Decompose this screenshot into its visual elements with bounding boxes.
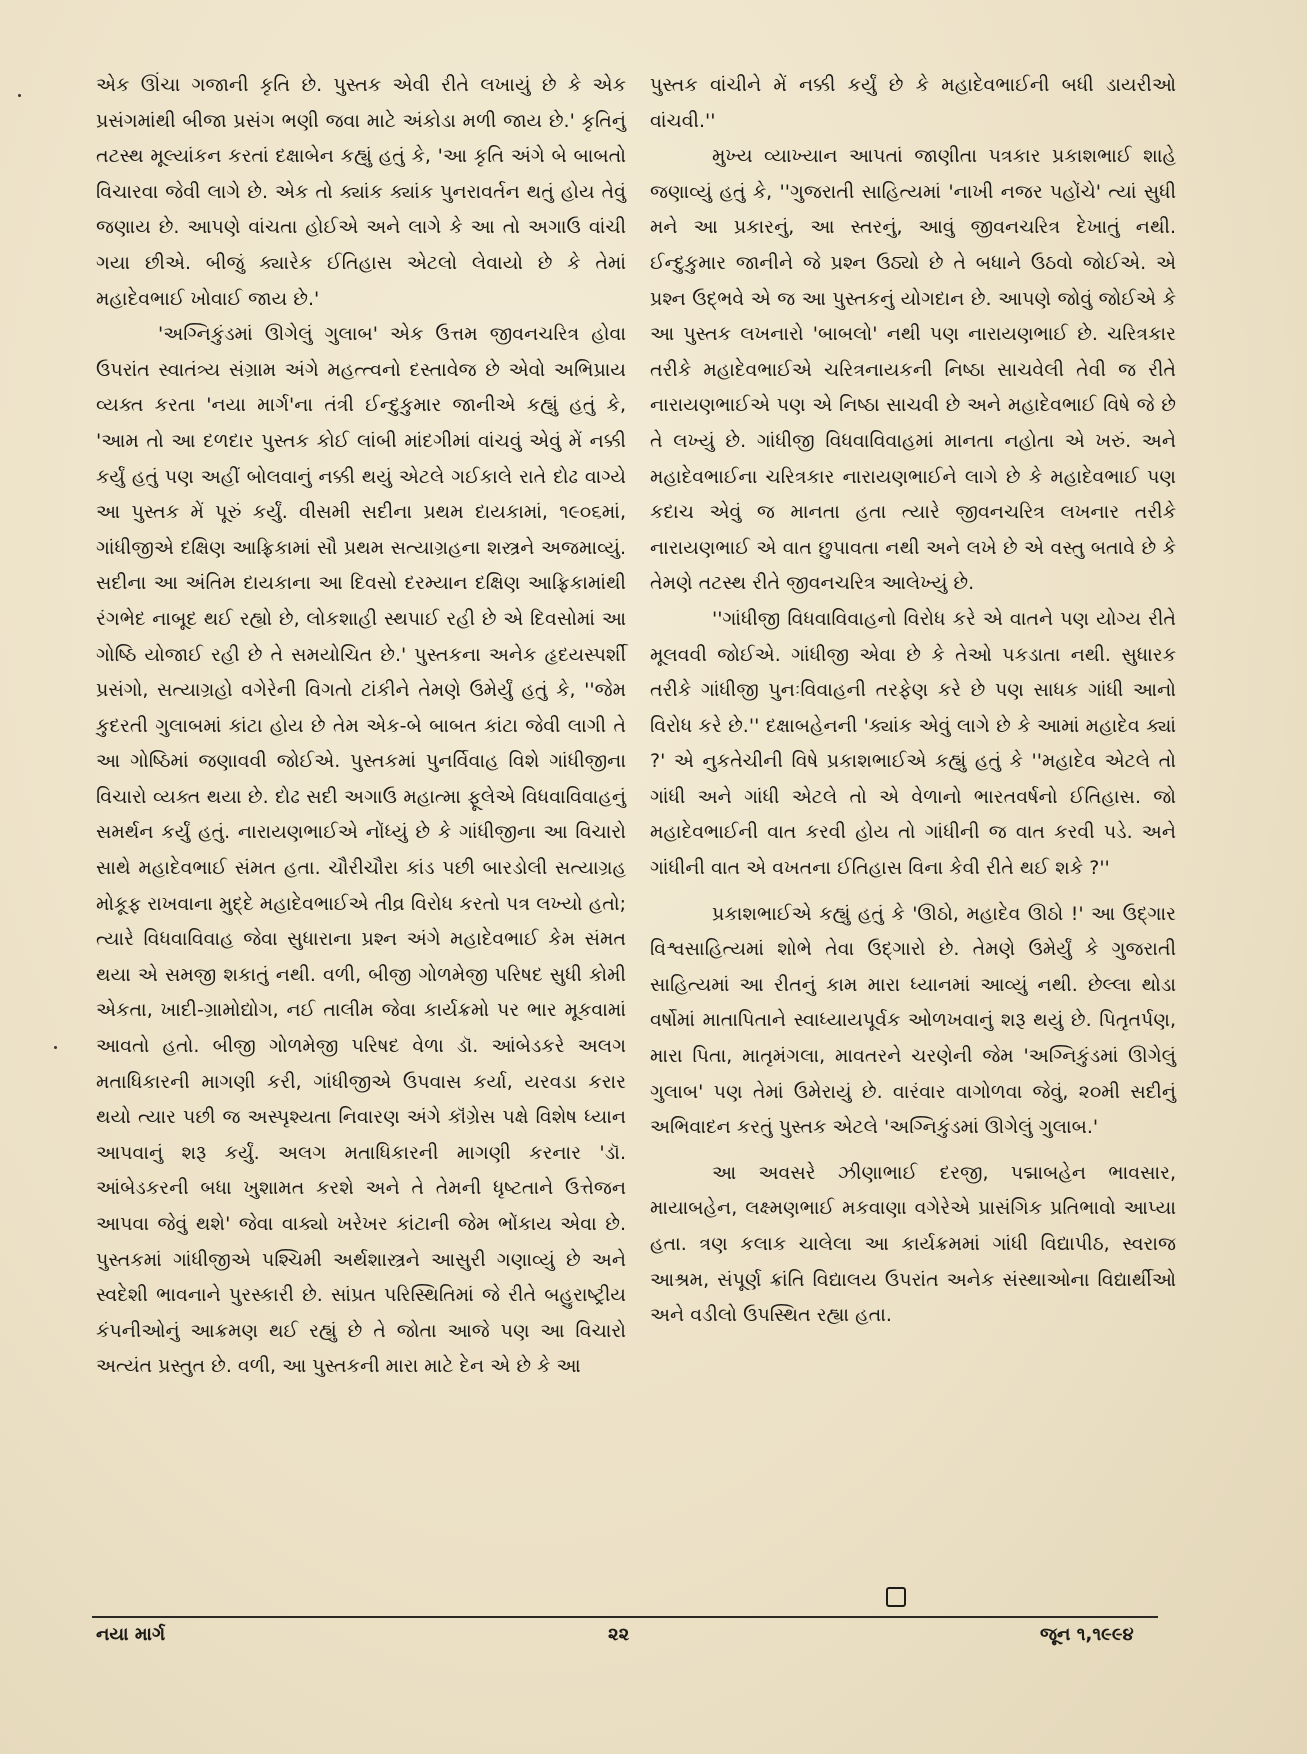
- paper-speck: [54, 1046, 57, 1049]
- end-of-article-mark: [886, 1587, 906, 1607]
- paragraph: મુખ્ય વ્યાખ્યાન આપતાં જાણીતા પત્રકાર પ્રકાશભાઈ શાહે જણાવ્યું હતું કે, ''ગુજરાતી સાહિત્યમાં 'નાખી નજર પહોંચે' ત્યાં સુધી મને આ પ્રકારનું, આ સ્તરનું, આવું જીવનચરિત્ર દેખાતું નથી. ઈન્દુકુમાર જાનીને જે પ્રશ્ન ઉઠ્યો છે તે બધાને ઉઠવો જોઈએ. એ પ્રશ્ન ઉદ્ભવે એ જ આ પુસ્તકનું યોગદાન છે. આપણે જોવું જોઈએ કે આ પુસ્તક લખનારો 'બાબલો' નથી પણ નારાયણભાઈ છે. ચરિત્રકાર તરીકે મહાદેવભાઈએ ચરિત્રનાયકની નિષ્ઠા સાચવેલી તેવી જ રીતે નારાયણભાઈએ પણ એ નિષ્ઠા સાચવી છે અને મહાદેવભાઈ વિષે જે છે તે લખ્યું છે. ગાંધીજી વિધવાવિવાહમાં માનતા નહોતા એ ખરું. અને મહાદેવભાઈના ચરિત્રકાર નારાયણભાઈને લાગે છે કે મહાદેવભાઈ પણ કદાચ એવું જ માનતા હતા ત્યારે જીવનચરિત્ર લખનાર તરીકે નારાયણભાઈ એ વાત છુપાવતા નથી અને લખે છે એ વસ્તુ બતાવે છે કે તેમણે તટસ્થ રીતે જીવનચરિત્ર આલેખ્યું છે.: [650, 145, 1176, 595]
- paragraph: ''ગાંધીજી વિધવાવિવાહનો વિરોધ કરે એ વાતને પણ યોગ્ય રીતે મૂલવવી જોઈએ. ગાંધીજી એવા છે કે તેઓ પકડાતા નથી. સુધારક તરીકે ગાંધીજી પુનઃવિવાહની તરફેણ કરે છે પણ સાધક ગાંધી આનો વિરોધ કરે છે.'' દક્ષાબહેનની 'ક્યાંક એવું લાગે છે કે આમાં મહાદેવ ક્યાં ?' એ નુકતેચીની વિષે પ્રકાશભાઈએ કહ્યું હતું કે ''મહાદેવ એટલે તો ગાંધી અને ગાંધી એટલે તો એ વેળાનો ભારતવર્ષનો ઈતિહાસ. જો મહાદેવભાઈની વાત કરવી હોય તો ગાંધીની જ વાત કરવી પડે. અને ગાંધીની વાત એ વખતના ઈતિહાસ વિના કેવી રીતે થઈ શકે ?'': [650, 607, 1176, 880]
- left-column: [96, 68, 626, 1385]
- footer-page-number: ૨૨: [608, 1624, 630, 1645]
- paper-speck: [18, 94, 21, 97]
- paragraph: પ્રકાશભાઈએ કહ્યું હતું કે 'ઊઠો, મહાદેવ ઊઠો !' આ ઉદ્ગાર વિશ્વસાહિત્યમાં શોભે તેવા ઉદ્ગારો છે. તેમણે ઉમેર્યું કે ગુજરાતી સાહિત્યમાં આ રીતનું કામ મારા ધ્યાનમાં આવ્યું નથી. છેલ્લા થોડા વર્ષોમાં માતાપિતાને સ્વાધ્યાયપૂર્વક ઓળખવાનું શરૂ થયું છે. પિતૃતર્પણ, મારા પિતા, માતૃમંગલા, માવતરને ચરણેની જેમ 'અગ્નિકુંડમાં ઊગેલું ગુલાબ' પણ તેમાં ઉમેરાયું છે. વારંવાર વાગોળવા જેવું, ૨૦મી સદીનું અભિવાદન કરતું પુસ્તક એટલે 'અગ્નિકુંડમાં ઊગેલું ગુલાબ.': [650, 902, 1176, 1139]
- footer-rule: [92, 1616, 1158, 1618]
- footer-magazine-name: નયા માર્ગ: [96, 1624, 166, 1645]
- paragraph: આ અવસરે ઝીણાભાઈ દરજી, પદ્માબહેન ભાવસાર, માયાબહેન, લક્ષ્મણભાઈ મકવાણા વગેરેએ પ્રાસંગિક પ્રતિભાવો આપ્યા હતા. ત્રણ કલાક ચાલેલા આ કાર્યક્રમમાં ગાંધી વિદ્યાપીઠ, સ્વરાજ આશ્રમ, સંપૂર્ણ ક્રાંતિ વિદ્યાલય ઉપરાંત અનેક સંસ્થાઓના વિદ્યાર્થીઓ અને વડીલો ઉપસ્થિત રહ્યા હતા.: [650, 1161, 1176, 1327]
- footer-date: જૂન ૧,૧૯૯૪: [1040, 1624, 1134, 1645]
- paragraph: 'અગ્નિકુંડમાં ઊગેલું ગુલાબ' એક ઉત્તમ જીવનચરિત્ર હોવા ઉપરાંત સ્વાતંત્ર્ય સંગ્રામ અંગે મહત્ત્વનો દસ્તાવેજ છે એવો અભિપ્રાય વ્યક્ત કરતા 'નયા માર્ગ'ના તંત્રી ઈન્દુકુમાર જાનીએ કહ્યું હતું કે, 'આમ તો આ દળદાર પુસ્તક કોઈ લાંબી માંદગીમાં વાંચવું એવું મેં નક્કી કર્યું હતું પણ અહીં બોલવાનું નક્કી થયું એટલે ગઈકાલે રાતે દોઢ વાગ્યે આ પુસ્તક મેં પૂરું કર્યું. વીસમી સદીના પ્રથમ દાયકામાં, ૧૯૦૬માં, ગાંધીજીએ દક્ષિણ આફ્રિકામાં સૌ પ્રથમ સત્યાગ્રહના શસ્ત્રને અજમાવ્યું. સદીના આ અંતિમ દાયકાના આ દિવસો દરમ્યાન દક્ષિણ આફ્રિકામાંથી રંગભેદ નાબૂદ થઈ રહ્યો છે, લોકશાહી સ્થપાઈ રહી છે એ દિવસોમાં આ ગોષ્ઠિ યોજાઈ રહી છે તે સમયોચિત છે.' પુસ્તકના અનેક હૃદયસ્પર્શી પ્રસંગો, સત્યાગ્રહો વગેરેની વિગતો ટાંકીને તેમણે ઉમેર્યું હતું કે, ''જેમ કુદરતી ગુલાબમાં કાંટા હોય છે તેમ એક-બે બાબત કાંટા જેવી લાગી તે આ ગોષ્ઠિમાં જણાવવી જોઈએ. પુસ્તકમાં પુનર્વિવાહ વિશે ગાંધીજીના વિચારો વ્યક્ત થયા છે. દોઢ સદી અગાઉ મહાત્મા ફૂલેએ વિધવાવિવાહનું સમર્થન કર્યું હતું. નારાયણભાઈએ નોંધ્યું છે કે ગાંધીજીના આ વિચારો સાથે મહાદેવભાઈ સંમત હતા. ચૌરીચૌરા કાંડ પછી બારડોલી સત્યાગ્રહ મોકૂફ રાખવાના મુદ્દે મહાદેવભાઈએ તીવ્ર વિરોધ કરતો પત્ર લખ્યો હતો; ત્યારે વિધવાવિવાહ જેવા સુધારાના પ્રશ્ન અંગે મહાદેવભાઈ કેમ સંમત થયા એ સમજી શકાતું નથી. વળી, બીજી ગોળમેજી પરિષદ સુધી કોમી એકતા, ખાદી-ગ્રામોદ્યોગ, નઈ તાલીમ જેવા કાર્યક્રમો પર ભાર મૂકવામાં આવતો હતો. બીજી ગોળમેજી પરિષદ વેળા ડૉ. આંબેડકરે અલગ મતાધિકારની માગણી કરી, ગાંધીજીએ ઉપવાસ કર્યા, યરવડા કરાર થયો ત્યાર પછી જ અસ્પૃશ્યતા નિવારણ અંગે કૉંગ્રેસ પક્ષે વિશેષ ધ્યાન આપવાનું શરૂ કર્યું. અલગ મતાધિકારની માગણી કરનાર 'ડૉ. આંબેડકરની બધા ખુશામત કરશે અને તે તેમની ધૃષ્ટતાને ઉત્તેજન આપવા જેવું થશે' જેવા વાક્યો ખરેખર કાંટાની જેમ ભોંકાય એવા છે. પુસ્તકમાં ગાંધીજીએ પશ્ચિમી અર્થશાસ્ત્રને આસુરી ગણાવ્યું છે અને સ્વદેશી ભાવનાને પુરસ્કારી છે. સાંપ્રત પરિસ્થિતિમાં જે રીતે બહુરાષ્ટ્રીય કંપનીઓનું આક્રમણ થઈ રહ્યું છે તે જોતા આજે પણ આ વિચારો અત્યંત પ્રસ્તુત છે. વળી, આ પુસ્તકની મારા માટે દેન એ છે કે આ: [96, 323, 626, 1378]
- right-column: [650, 68, 1176, 1334]
- paragraph: એક ઊંચા ગજાની કૃતિ છે. પુસ્તક એવી રીતે લખાયું છે કે એક પ્રસંગમાંથી બીજા પ્રસંગ ભણી જવા માટે અંકોડા મળી જાય છે.' કૃતિનું તટસ્થ મૂલ્યાંકન કરતાં દક્ષાબેન કહ્યું હતું કે, 'આ કૃતિ અંગે બે બાબતો વિચારવા જેવી લાગે છે. એક તો ક્યાંક ક્યાંક પુનરાવર્તન થતું હોય તેવું જણાય છે. આપણે વાંચતા હોઈએ અને લાગે કે આ તો અગાઉ વાંચી ગયા છીએ. બીજું ક્યારેક ઈતિહાસ એટલો લેવાયો છે કે તેમાં મહાદેવભાઈ ખોવાઈ જાય છે.': [96, 74, 626, 310]
- paragraph: પુસ્તક વાંચીને મેં નક્કી કર્યું છે કે મહાદેવભાઈની બધી ડાયરીઓ વાંચવી.'': [650, 74, 1176, 132]
